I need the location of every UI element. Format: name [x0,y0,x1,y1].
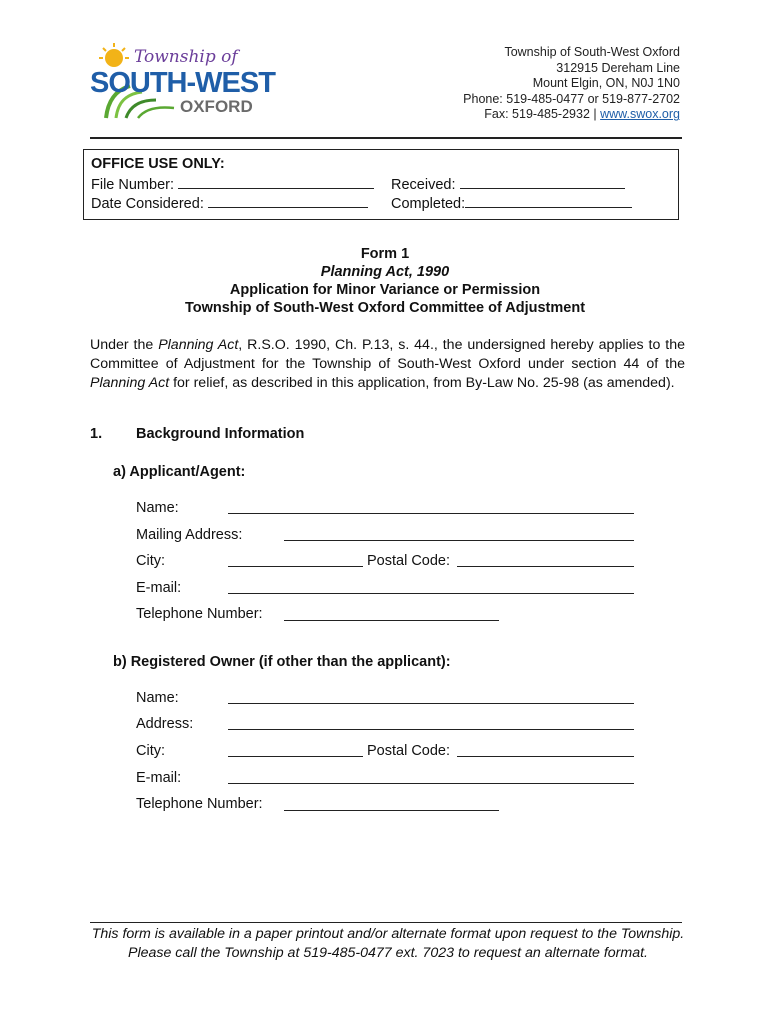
address-fax-line [463,107,680,123]
applicant-city-field[interactable] [228,566,363,567]
applicant-phone-field[interactable] [284,620,499,621]
intro-text-3: for relief, as described in this application, from By-Law No. 25-98 (as amended). [169,375,675,391]
logo-text-township: Township of [134,47,238,67]
owner-email-label: E-mail: [136,770,182,786]
township-logo [86,40,275,120]
intro-act-2: Planning Act [90,375,170,391]
date-considered-field[interactable] [208,194,368,208]
owner-city-field[interactable] [228,756,363,757]
applicant-heading: a) Applicant/Agent: [113,464,246,480]
form-committee: Township of South-West Oxford Committee of Adjustment [184,300,586,316]
logo-text-oxford: OXFORD [180,97,253,116]
date-considered-label: Date Considered: [91,196,204,212]
address-street: 312915 Dereham Line [556,60,680,75]
owner-city-label: City: [136,743,165,759]
owner-postal-field[interactable] [457,756,634,757]
owner-name-field[interactable] [228,703,634,704]
section-title: Background Information [136,426,305,442]
date-considered-row [91,194,368,212]
intro-text-1: Under the [90,337,159,353]
owner-address-label: Address: [136,716,194,732]
logo-text-southwest: SOUTH-WEST [90,67,275,99]
footer-divider [90,922,682,923]
applicant-name-field[interactable] [228,513,634,514]
completed-label: Completed: [391,196,466,212]
owner-email-field[interactable] [228,783,634,784]
applicant-postal-label: Postal Code: [367,553,451,569]
applicant-phone-label: Telephone Number: [136,606,263,622]
applicant-name-label: Name: [136,500,179,516]
file-number-row [91,175,374,193]
intro-act-1: Planning Act [158,337,239,353]
owner-name-label: Name: [136,690,179,706]
owner-postal-label: Postal Code: [367,743,451,759]
owner-phone-label: Telephone Number: [136,796,263,812]
applicant-postal-field[interactable] [457,566,634,567]
applicant-city-label: City: [136,553,165,569]
owner-address-field[interactable] [228,729,634,730]
owner-heading: b) Registered Owner (if other than the applicant): [113,654,451,670]
form-number: Form 1 [360,246,410,262]
received-label: Received: [391,177,456,193]
footer-note: This form is available in a paper printout and/or alternate format upon request to the Township. Please call the Township at 519-485-0477 ext. 7023 to request an alternate format. [91,926,685,961]
received-field[interactable] [460,175,625,189]
applicant-email-field[interactable] [228,593,634,594]
address-name: Township of South-West Oxford [504,45,680,59]
applicant-email-label: E-mail: [136,580,182,596]
section-number: 1. [90,426,103,442]
received-row [391,175,625,193]
address-phone: Phone: 519-485-0477 or 519-877-2702 [463,91,680,106]
website-link[interactable]: www.swox.org [600,107,680,122]
intro-text-2: , R.S.O. 1990, Ch. P.13, s. 44., the undersigned hereby applies to the Committee of Adjustment for the Township of South-West Oxford under section 44 of the [90,337,685,372]
form-act: Planning Act, 1990 [320,264,450,280]
applicant-mailing-field[interactable] [284,540,634,541]
header-divider [90,137,682,139]
office-use-box [83,149,679,220]
file-number-field[interactable] [178,175,374,189]
office-title: OFFICE USE ONLY: [91,156,225,172]
applicant-mailing-label: Mailing Address: [136,527,243,543]
owner-phone-field[interactable] [284,810,499,811]
address-block [463,45,680,123]
intro-paragraph [90,336,685,393]
completed-row [391,194,632,212]
address-city: Mount Elgin, ON, N0J 1N0 [532,76,680,91]
file-number-label: File Number: [91,177,174,193]
completed-field[interactable] [465,194,632,208]
address-fax: Fax: 519-485-2932 | [484,107,597,122]
form-title: Application for Minor Variance or Permission [229,282,541,298]
